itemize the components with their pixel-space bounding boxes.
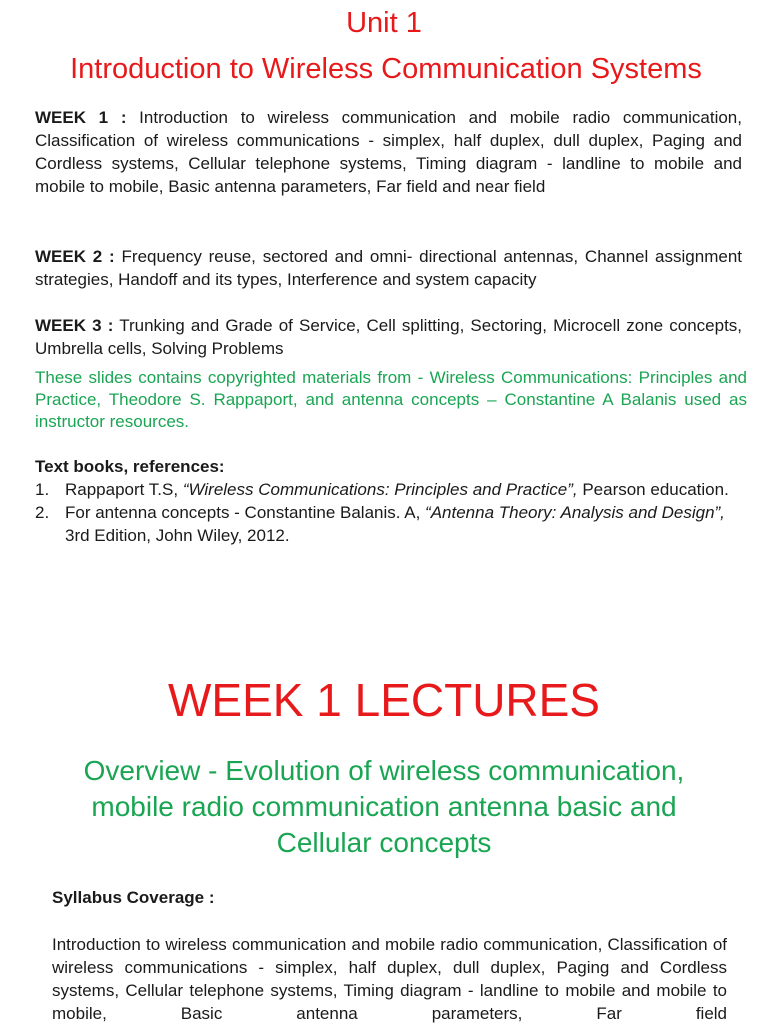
week-1-text: Introduction to wireless communication and mobile radio communication, Classification of wireless communications - simplex, half duplex, dull duplex, Paging and Cordless systems, Cellular telephone systems, Timing diagram - landline to mobile and mobile to mobile, Basic antenna parameters, Far field and near field [35,108,742,196]
week-2-paragraph [35,245,742,291]
week-2-label: WEEK 2 : [35,247,115,266]
reference-list [35,478,750,547]
week-3-paragraph [35,314,742,360]
textbooks-heading: Text books, references: [35,457,225,476]
week-3-text: Trunking and Grade of Service, Cell splitting, Sectoring, Microcell zone concepts, Umbrella cells, Solving Problems [35,316,743,358]
copyright-note: These slides contains copyrighted materials from - Wireless Communications: Principles and Practice, Theodore S. Rappaport, and antenna concepts – Constantine A Balanis used as instructor resources. [35,368,747,431]
reference-author: Rappaport T.S, [65,480,183,499]
week-1-paragraph [35,106,742,198]
reference-title: “Antenna Theory: Analysis and Design”, [425,503,725,522]
reference-number: 2. [35,503,50,522]
reference-number: 1. [35,480,50,499]
reference-publisher: 3rd Edition, John Wiley, 2012. [65,526,290,545]
week-3-label: WEEK 3 : [35,316,114,335]
week-1-label: WEEK 1 : [35,108,127,127]
reference-item [35,501,750,547]
overview-line: Cellular concepts [276,827,492,858]
unit-title: Unit 1 [346,7,422,39]
reference-author: For antenna concepts - Constantine Balanis. A, [65,503,426,522]
reference-item [35,478,750,501]
syllabus-text: Introduction to wireless communication and mobile radio communication, Classification of wireless communications - simplex, half duplex, dull duplex, Paging and Cordless systems, Cellular telephone systems, Timing diagram - landline to mobile and mobile to mobile, Basic antenna parameters, Far field [52,935,727,1023]
syllabus-heading: Syllabus Coverage : [52,888,215,907]
week-2-text: Frequency reuse, sectored and omni- directional antennas, Channel assignment strategies, Handoff and its types, Interference and system capacity [35,247,742,289]
week-1-lectures-title: WEEK 1 LECTURES [168,674,600,726]
overview-line: mobile radio communication antenna basic and [91,791,677,822]
overview-line: Overview - Evolution of wireless communication, [83,755,685,786]
main-title: Introduction to Wireless Communication Systems [70,53,702,85]
overview-subtitle [0,753,768,861]
reference-publisher: Pearson education. [577,480,729,499]
reference-title: “Wireless Communications: Principles and Practice”, [182,480,578,499]
